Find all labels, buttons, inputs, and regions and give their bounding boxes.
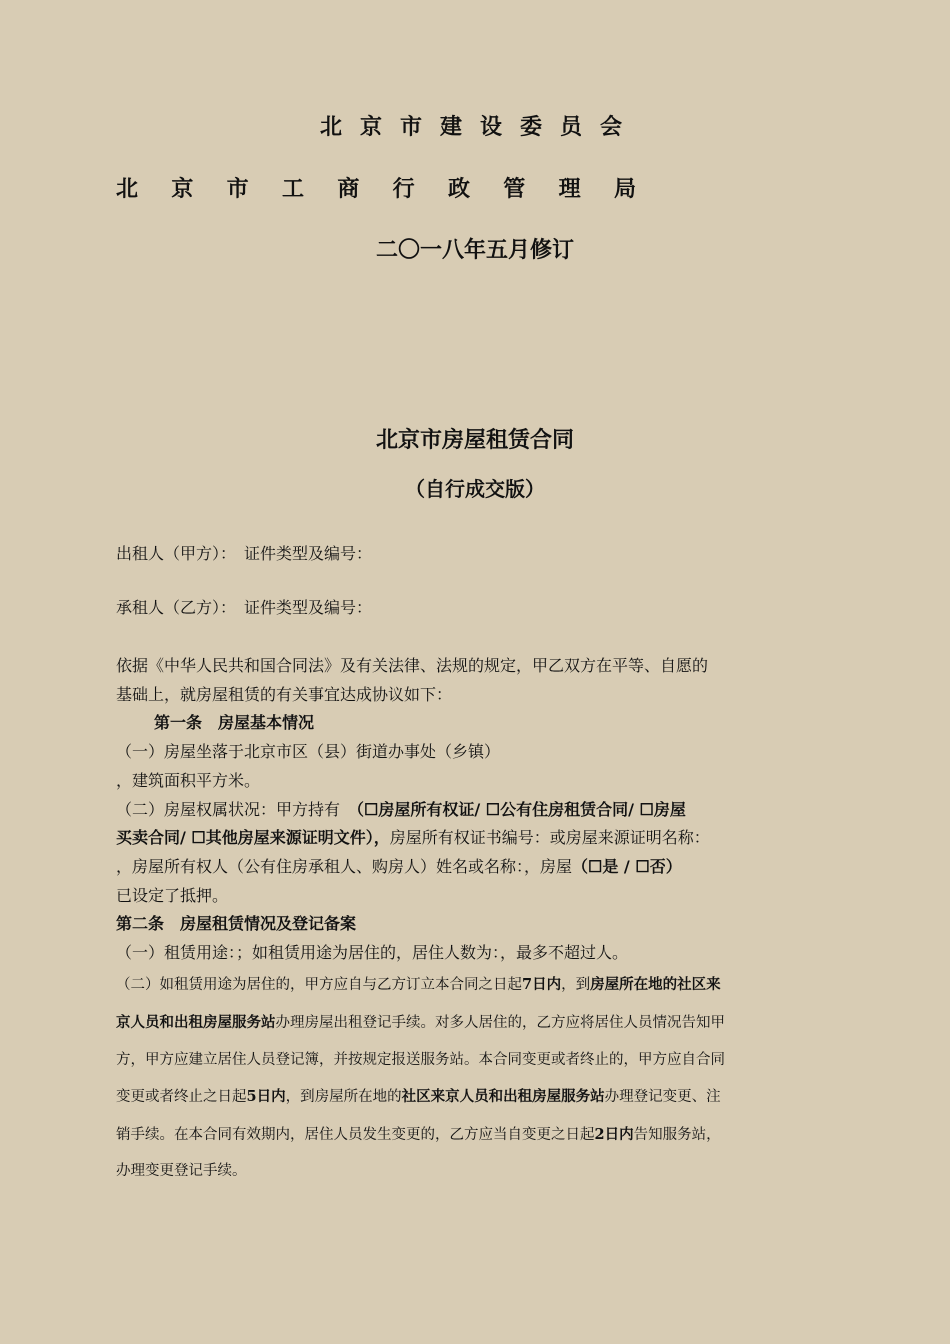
org2-char: 政 [447, 176, 470, 202]
text-run-bold: （☐是 / ☐否） [572, 857, 682, 876]
text-run-bold: 社区来京人员和出租房屋服务站 [401, 1088, 605, 1105]
org2-char: 工 [281, 176, 304, 202]
org2-char: 理 [558, 176, 581, 202]
article-2-para: 办理变更登记手续。 [116, 1163, 247, 1179]
article-1-para [116, 857, 682, 877]
text-run-bold: 2日内 [594, 1126, 634, 1143]
article-1-para: 已设定了抵押。 [116, 886, 229, 905]
lessee-line: 承租人（乙方）： 证件类型及编号： [116, 598, 373, 617]
issuer-construction-committee: 北京市建设委员会 [319, 114, 640, 140]
org2-char: 京 [171, 176, 194, 202]
article-2-para [116, 975, 721, 995]
article-2-para: 方，甲方应建立居住人员登记簿，并按规定报送服务站。本合同变更或者终止的，甲方应自合同 [116, 1052, 725, 1068]
article-2-para [116, 1013, 725, 1033]
text-run: （二）如租赁用途为居住的，甲方应自与乙方订立本合同之日起 [116, 977, 522, 993]
lessor-line: 出租人（甲方）： 证件类型及编号： [116, 544, 373, 563]
text-run: ，到 [561, 977, 591, 993]
text-run: 销手续。在本合同有效期内，居住人员发生变更的，乙方应当自变更之日起 [116, 1127, 595, 1143]
document-title: 北京市房屋租赁合同 [375, 427, 574, 453]
text-run-bold: （☐房屋所有权证/ ☐公有住房租赁合同/ ☐房屋 [356, 800, 686, 819]
article-2-heading: 第二条 房屋租赁情况及登记备案 [116, 914, 357, 933]
article-2-para: （一）租赁用途：；如租赁用途为居住的，居住人数为：，最多不超过人。 [116, 943, 629, 962]
text-run-bold: 房屋所在地的社区来 [590, 976, 721, 993]
text-run-bold: 买卖合同/ ☐其他房屋来源证明文件）， [116, 828, 390, 847]
text-run: 变更或者终止之日起 [116, 1089, 247, 1105]
org2-char: 行 [392, 176, 415, 202]
org2-char: 局 [613, 176, 636, 202]
article-1-heading: 第一条 房屋基本情况 [154, 713, 315, 732]
issuer-industry-commerce-bureau [116, 172, 636, 203]
article-1-para [116, 828, 710, 848]
article-1-para: ，建筑面积平方米。 [116, 771, 261, 790]
org2-char: 北 [116, 176, 139, 202]
text-run: 办理登记变更、注 [604, 1089, 721, 1105]
article-2-para [116, 1125, 721, 1145]
article-2-para [116, 1087, 721, 1107]
text-run: 房屋所有权证书编号：或房屋来源证明名称： [389, 828, 710, 847]
org2-char: 商 [337, 176, 360, 202]
article-1-para [116, 800, 686, 820]
document-subtitle: （自行成交版） [405, 477, 545, 501]
text-run-bold: 5日内 [246, 1088, 286, 1105]
revision-date: 二〇一八年五月修订 [375, 237, 574, 263]
org2-char: 市 [226, 176, 249, 202]
intro-line: 依据《中华人民共和国合同法》及有关法律、法规的规定，甲乙双方在平等、自愿的 [116, 656, 709, 675]
intro-line: 基础上，就房屋租赁的有关事宜达成协议如下： [116, 685, 453, 704]
text-run: （二）房屋权属状况：甲方持有 [116, 800, 357, 819]
org2-char: 管 [503, 176, 526, 202]
article-1-para: （一）房屋坐落于北京市区（县）街道办事处（乡镇） [116, 742, 501, 761]
text-run-bold: 7日内 [522, 976, 562, 993]
text-run: 告知服务站， [633, 1127, 721, 1143]
text-run: ，到房屋所在地的 [285, 1089, 402, 1105]
text-run-bold: 京人员和出租房屋服务站 [116, 1014, 276, 1031]
text-run: ，房屋所有权人（公有住房承租人、购房人）姓名或名称：，房屋 [116, 857, 573, 876]
text-run: 办理房屋出租登记手续。对多人居住的，乙方应将居住人员情况告知甲 [275, 1015, 725, 1031]
